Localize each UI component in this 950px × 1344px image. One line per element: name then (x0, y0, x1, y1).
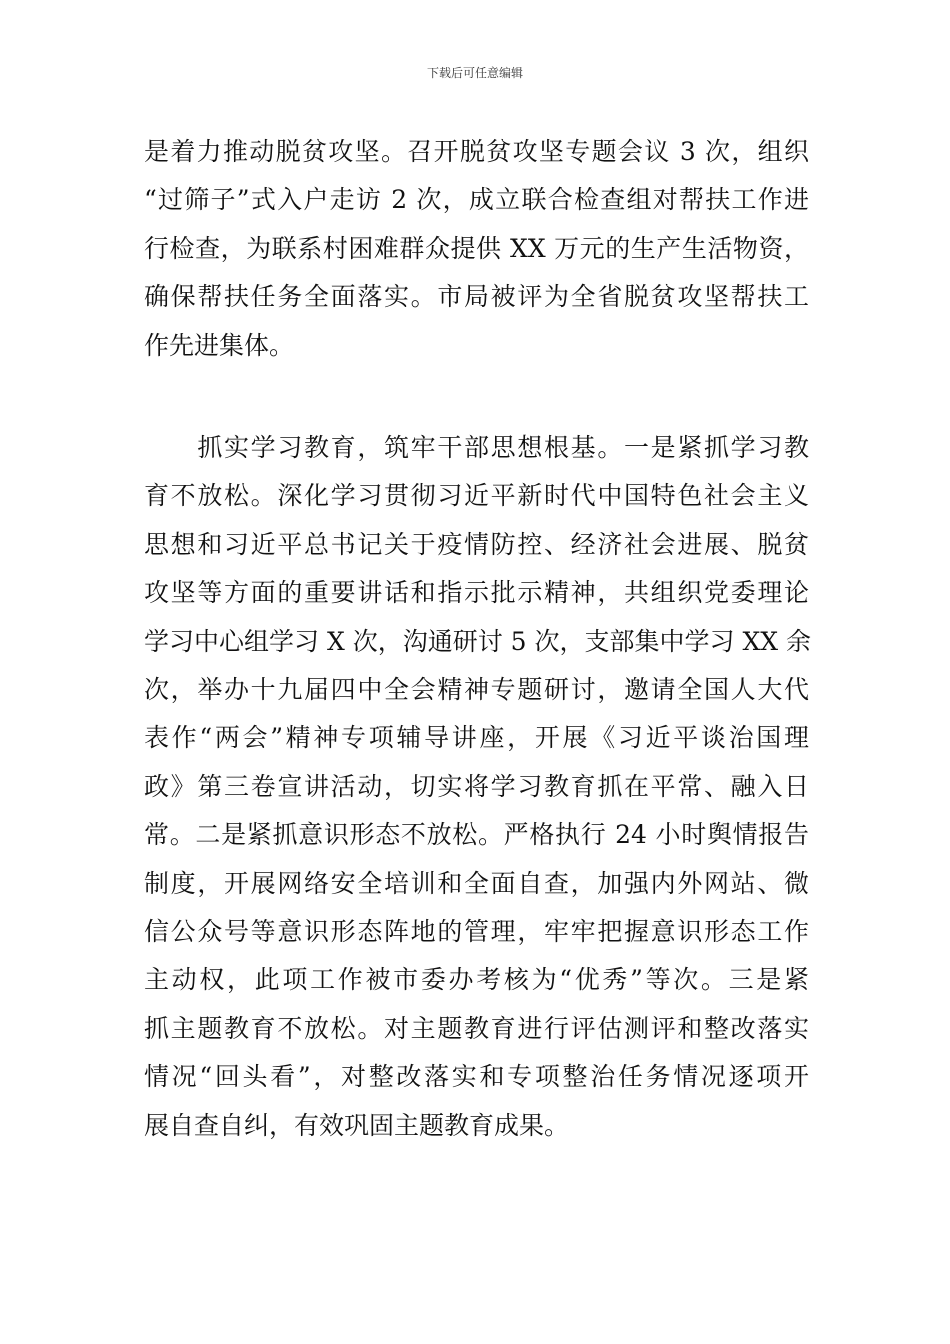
paragraph-line: 育不放松。深化学习贯彻习近平新时代中国特色社会主义 (144, 481, 809, 511)
paragraph-line: 抓主题教育不放松。对主题教育进行评估测评和整改落实 (144, 1013, 809, 1043)
paragraph-line: 行检查，为联系村困难群众提供 XX 万元的生产生活物资， (144, 233, 809, 263)
paragraph-line: 抓实学习教育，筑牢干部思想根基。一是紧抓学习教 (144, 433, 809, 462)
paragraph-line: 展自查自纠，有效巩固主题教育成果。 (144, 1110, 570, 1140)
paragraph-line: 确保帮扶任务全面落实。市局被评为全省脱贫攻坚帮扶工 (144, 282, 809, 312)
paragraph-line: 作先进集体。 (144, 330, 295, 360)
paragraph-line: 是着力推动脱贫攻坚。召开脱贫攻坚专题会议 3 次，组织 (144, 137, 809, 166)
paragraph-line: 常。二是紧抓意识形态不放松。严格执行 24 小时舆情报告 (144, 820, 809, 850)
paragraph-line: 政》第三卷宣讲活动，切实将学习教育抓在平常、融入日 (144, 771, 809, 801)
page-header: 下载后可任意编辑 (426, 66, 523, 80)
paragraph-line: 次，举办十九届四中全会精神专题研讨，邀请全国人大代 (144, 675, 809, 705)
paragraph-line: 学习中心组学习 X 次，沟通研讨 5 次，支部集中学习 XX 余 (144, 626, 811, 656)
paragraph-2 (144, 424, 809, 1150)
paragraph-line: 攻坚等方面的重要讲话和指示批示精神，共组织党委理论 (144, 578, 809, 608)
paragraph-line: 情况“回头看”，对整改落实和专项整治任务情况逐项开 (144, 1062, 809, 1092)
paragraph-line: “过筛子”式入户走访 2 次，成立联合检查组对帮扶工作进 (144, 185, 809, 215)
paragraph-line: 制度，开展网络安全培训和全面自查，加强内外网站、微 (144, 868, 809, 898)
paragraph-1 (144, 128, 809, 370)
paragraph-line: 思想和习近平总书记关于疫情防控、经济社会进展、脱贫 (144, 529, 809, 559)
paragraph-line: 信公众号等意识形态阵地的管理，牢牢把握意识形态工作 (144, 917, 809, 947)
paragraph-line: 主动权，此项工作被市委办考核为“优秀”等次。三是紧 (144, 965, 809, 995)
paragraph-line: 表作“两会”精神专项辅导讲座，开展《习近平谈治国理 (144, 723, 809, 753)
